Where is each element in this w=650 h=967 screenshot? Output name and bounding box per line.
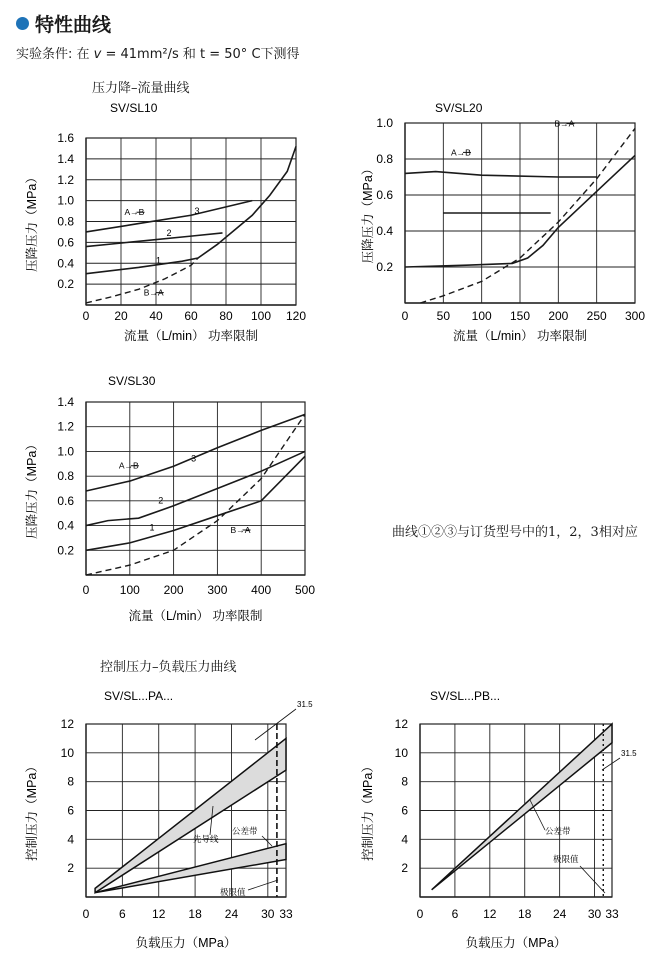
y-tick-label: 0.6 (57, 235, 74, 250)
x-tick-label: 80 (219, 309, 233, 323)
y-tick-label: 1.2 (57, 419, 74, 434)
condition-text: = 41mm²/s 和 t = 50° C下测得 (101, 47, 300, 62)
x-tick-label: 150 (509, 309, 531, 323)
y-tick-label: 1.0 (376, 116, 393, 130)
x-tick-label: 24 (224, 907, 239, 921)
chart-title: SV/SL20 (435, 101, 483, 115)
annotation-label: A→B (118, 460, 139, 471)
limit-value-label: 31.5 (297, 700, 313, 709)
curve-number: 1 (149, 522, 155, 533)
leader-line (580, 866, 605, 893)
y-tick-label: 0.4 (57, 518, 74, 533)
y-axis-label: 压降压力（MPa） (25, 171, 39, 272)
x-tick-label: 120 (285, 309, 307, 323)
tolerance-label: 公差带 (545, 826, 571, 836)
tolerance-label: 公差带 (232, 826, 258, 836)
chart-title: SV/SL30 (108, 374, 156, 388)
y-tick-label: 12 (394, 717, 408, 731)
y-tick-label: 0.8 (57, 469, 74, 484)
x-tick-label: 0 (82, 309, 90, 323)
y-tick-label: 1.0 (57, 444, 74, 459)
y-tick-label: 0.6 (376, 188, 393, 202)
x-tick-label: 200 (548, 309, 569, 323)
curve-number: 2 (158, 495, 164, 506)
y-tick-label: 1.4 (57, 395, 74, 409)
chart-title: SV/SL...PB... (430, 689, 501, 703)
leader-line (602, 758, 620, 770)
curve-number: 3 (194, 206, 200, 217)
y-tick-label: 12 (60, 717, 74, 731)
y-axis-label: 压降压力（MPa） (25, 438, 39, 539)
annotation-label: B→A (230, 524, 251, 535)
y-tick-label: 10 (60, 745, 74, 760)
y-tick-label: 1.0 (57, 193, 74, 208)
annotation-label: A→B (451, 147, 471, 158)
x-tick-label: 100 (250, 309, 272, 323)
x-tick-label: 30 (261, 907, 275, 921)
curve-note: 曲线①②③与订货型号中的1，2，3相对应 (392, 525, 638, 540)
section2-title: 控制压力–负载压力曲线 (100, 660, 237, 675)
y-tick-label: 0.8 (57, 214, 74, 229)
x-tick-label: 400 (251, 583, 272, 597)
limit-label: 极限值 (553, 854, 579, 864)
y-tick-label: 0.4 (376, 224, 393, 238)
x-tick-label: 50 (436, 309, 451, 323)
pilot-label: 先导线 (193, 834, 219, 844)
y-tick-label: 4 (67, 832, 74, 847)
x-tick-label: 60 (184, 309, 198, 323)
x-tick-label: 18 (518, 907, 532, 921)
y-tick-label: 1.4 (57, 151, 74, 166)
y-tick-label: 6 (67, 803, 74, 818)
y-tick-label: 1.2 (57, 172, 74, 187)
condition-prefix: 实验条件: 在 (16, 47, 94, 62)
page-title: 特性曲线 (35, 14, 112, 36)
x-tick-label: 30 (587, 907, 602, 921)
annotation-label: A→B (124, 207, 145, 218)
section1-title: 压力降–流量曲线 (92, 81, 190, 96)
y-axis-label: 控制压力（MPa） (361, 760, 375, 861)
x-tick-label: 300 (624, 309, 646, 323)
x-tick-label: 12 (152, 907, 166, 921)
x-axis-label: 流量（L/min） 功率限制 (123, 329, 259, 343)
curve-number: 1 (156, 255, 162, 266)
x-tick-label: 6 (119, 907, 126, 921)
tolerance-band (432, 724, 612, 890)
x-tick-label: 0 (401, 309, 409, 323)
x-axis-label: 负载压力（MPa） (135, 936, 237, 950)
y-tick-label: 0.2 (57, 543, 74, 558)
x-tick-label: 300 (207, 583, 228, 597)
x-tick-label: 500 (294, 583, 316, 597)
limit-value-label: 31.5 (621, 749, 637, 758)
x-tick-label: 0 (416, 907, 424, 921)
x-tick-label: 18 (188, 907, 202, 921)
x-tick-label: 100 (119, 583, 140, 597)
x-tick-label: 40 (149, 309, 163, 323)
x-tick-label: 0 (82, 907, 90, 921)
y-axis-label: 控制压力（MPa） (25, 760, 39, 861)
annotation-label: B→A (554, 118, 575, 129)
x-axis-label: 负载压力（MPa） (465, 936, 567, 950)
condition-nu: v (93, 47, 102, 62)
y-tick-label: 0.4 (57, 256, 74, 271)
chart-title: SV/SL10 (110, 101, 158, 115)
y-tick-label: 6 (401, 803, 408, 818)
chart-title: SV/SL...PA... (104, 689, 174, 703)
y-tick-label: 0.2 (57, 277, 74, 292)
y-tick-label: 8 (401, 774, 408, 789)
y-tick-label: 10 (394, 745, 408, 760)
x-tick-label: 33 (279, 907, 293, 921)
y-tick-label: 0.8 (376, 152, 393, 166)
y-tick-label: 8 (67, 774, 74, 789)
x-tick-label: 6 (451, 907, 459, 921)
y-tick-label: 0.6 (57, 493, 74, 508)
x-tick-label: 33 (605, 907, 619, 921)
x-tick-label: 100 (471, 309, 492, 323)
y-tick-label: 0.2 (376, 260, 393, 274)
limit-label: 极限值 (220, 887, 246, 897)
y-tick-label: 2 (401, 861, 408, 876)
x-tick-label: 24 (552, 907, 567, 921)
y-tick-label: 4 (401, 832, 408, 847)
x-tick-label: 250 (586, 309, 607, 323)
curve-number: 3 (191, 453, 197, 464)
leader-line (530, 800, 545, 830)
y-tick-label: 2 (67, 861, 74, 876)
x-tick-label: 0 (82, 583, 90, 597)
x-axis-label: 流量（L/min） 功率限制 (128, 609, 263, 623)
y-tick-label: 1.6 (57, 131, 74, 145)
curve-number: 2 (166, 228, 172, 239)
y-axis-label: 压降压力（MPa） (361, 162, 375, 264)
annotation-label: B→A (143, 287, 164, 298)
x-axis-label: 流量（L/min） 功率限制 (452, 329, 588, 343)
x-tick-label: 200 (163, 583, 184, 597)
x-tick-label: 20 (114, 309, 128, 323)
x-tick-label: 12 (483, 907, 497, 921)
